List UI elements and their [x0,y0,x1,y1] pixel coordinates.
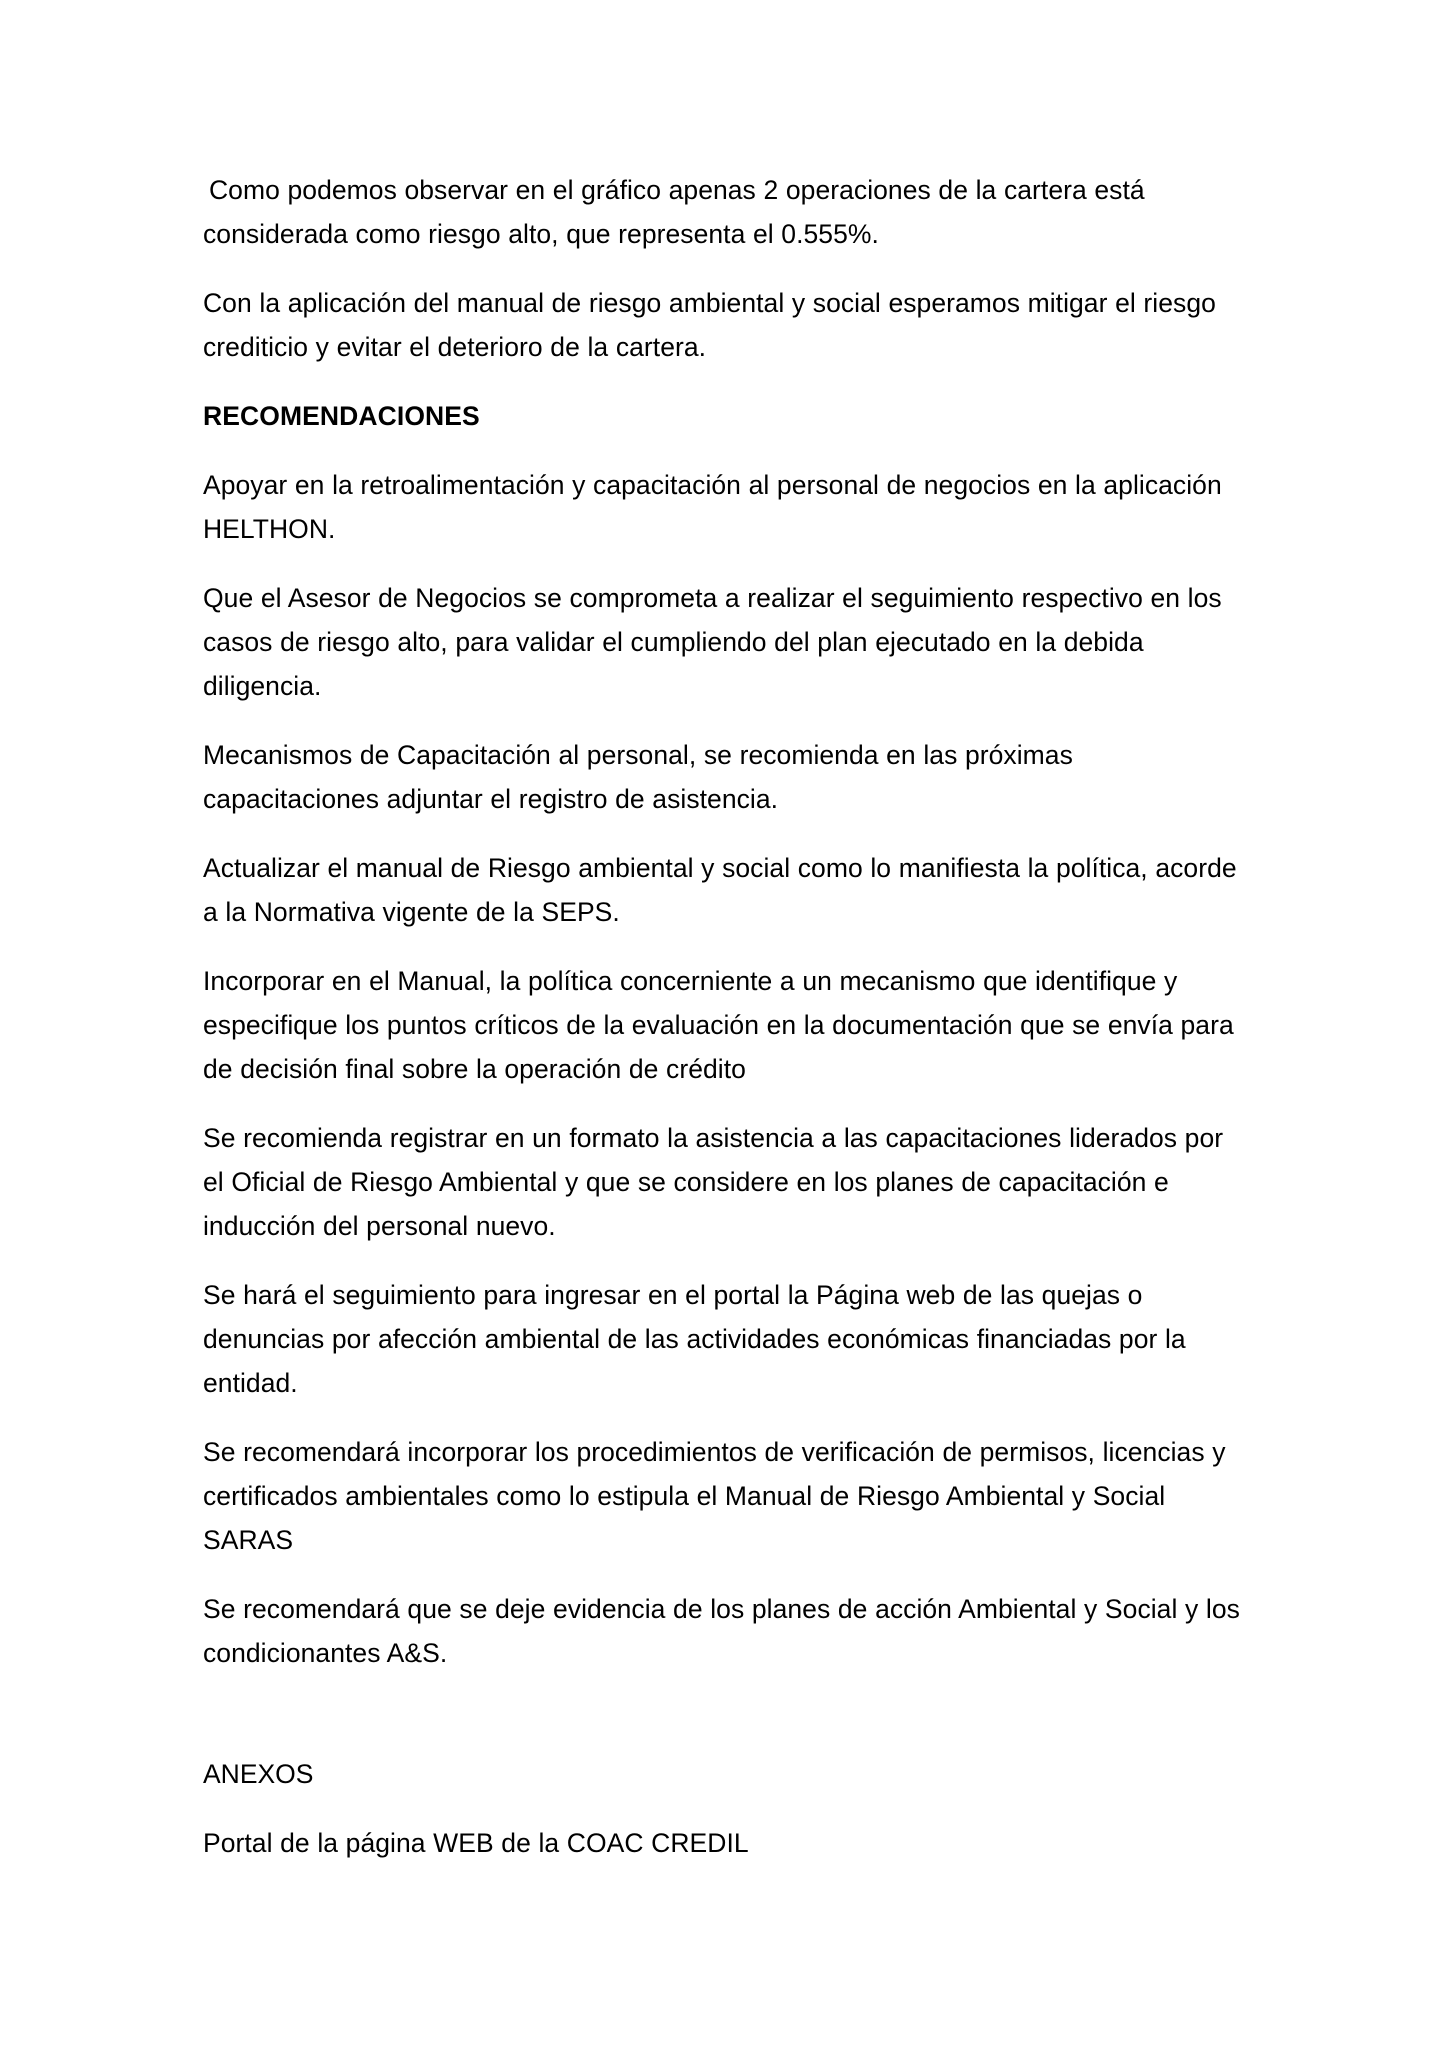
paragraph-manual-riesgo-ambiental: Con la aplicación del manual de riesgo ambiental y social esperamos mitigar el riesgo crediticio y evitar el deterioro de la cartera. [203,288,1216,362]
recommendation-item-9: Se recomendará que se deje evidencia de los planes de acción Ambiental y Social y los condicionantes A&S. [203,1594,1240,1668]
section-spacer [203,1700,1243,1752]
annex-entry-portal-web: Portal de la página WEB de la COAC CREDIL [203,1828,749,1858]
recommendation-item-8: Se recomendará incorporar los procedimientos de verificación de permisos, licencias y certificados ambientales como lo estipula el Manual de Riesgo Ambiental y Social SARAS [203,1437,1226,1555]
section-heading-recomendaciones: RECOMENDACIONES [203,401,480,431]
recommendation-item-5: Incorporar en el Manual, la política concerniente a un mecanismo que identifique y especifique los puntos críticos de la evaluación en la documentación que se envía para de decisión final sobre la operación de crédito [203,966,1234,1084]
paragraph-grafico-riesgo-alto: Como podemos observar en el gráfico apenas 2 operaciones de la cartera está considerada como riesgo alto, que representa el 0.555%. [203,175,1145,249]
recommendation-item-7: Se hará el seguimiento para ingresar en el portal la Página web de las quejas o denuncias por afección ambiental de las actividades económicas financiadas por la entidad. [203,1280,1186,1398]
recommendation-item-3: Mecanismos de Capacitación al personal, se recomienda en las próximas capacitaciones adjuntar el registro de asistencia. [203,740,1073,814]
recommendation-item-2: Que el Asesor de Negocios se comprometa a realizar el seguimiento respectivo en los casos de riesgo alto, para validar el cumpliendo del plan ejecutado en la debida diligencia. [203,583,1222,701]
document-content [203,168,1243,1890]
recommendation-item-1: Apoyar en la retroalimentación y capacitación al personal de negocios en la aplicación HELTHON. [203,470,1222,544]
recommendation-item-4: Actualizar el manual de Riesgo ambiental y social como lo manifiesta la política, acorde a la Normativa vigente de la SEPS. [203,853,1237,927]
recommendation-item-6: Se recomienda registrar en un formato la asistencia a las capacitaciones liderados por el Oficial de Riesgo Ambiental y que se considere en los planes de capacitación e inducción del personal nuevo. [203,1123,1224,1241]
section-heading-anexos: ANEXOS [203,1759,314,1789]
